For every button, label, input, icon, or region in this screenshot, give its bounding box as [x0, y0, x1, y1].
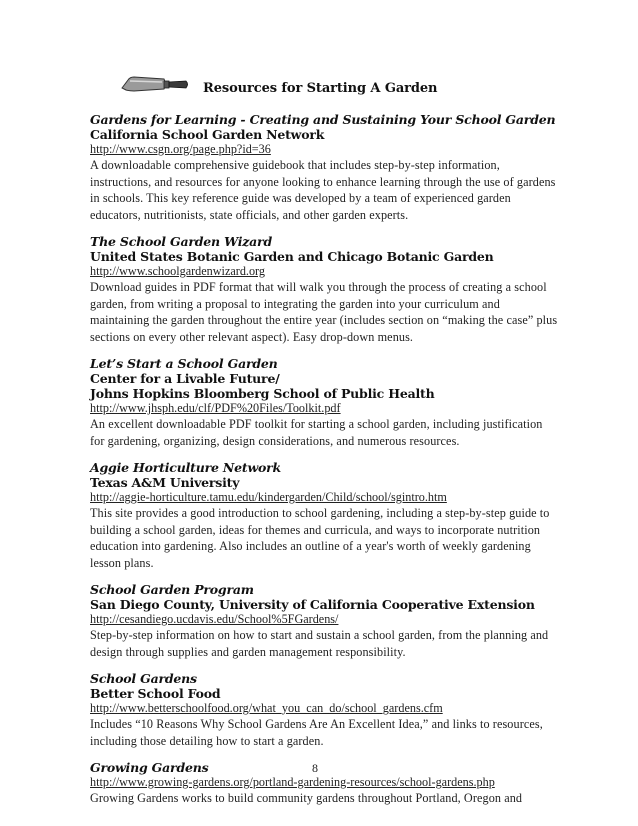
resource-description: An excellent downloadable PDF toolkit for starting a school garden, including justification for gardening, organizing, design considerations, and numerous resources. [90, 417, 543, 448]
resource-description: A downloadable comprehensive guidebook that includes step-by-step information, instructions, and resources for anyone looking to enhance learning through the use of gardens in schools. This key reference guide was developed by a team of experienced garden educators, nutritionists, state officials, and other garden experts. [90, 158, 556, 222]
resource-description: This site provides a good introduction to school gardening, including a step-by-step guide to building a school garden, ideas for themes and curricula, and ways to incorporate nutrition education into gardening. Also includes an outline of a year's worth of weekly gardening lesson plans. [90, 506, 550, 570]
resource-description: Includes “10 Reasons Why School Gardens Are An Excellent Idea,” and links to resources, including those detailing how to start a garden. [90, 717, 543, 748]
resource-organization: Center for a Livable Future/ [90, 371, 280, 386]
resource-entry [90, 760, 560, 807]
resource-title: Let’s Start a School Garden [90, 356, 278, 371]
resource-entry [90, 356, 560, 449]
resource-title: School Garden Program [90, 582, 254, 597]
resource-organization: San Diego County, University of California Cooperative Extension [90, 597, 535, 612]
resource-organization: Better School Food [90, 686, 221, 701]
resource-link[interactable]: http://aggie-horticulture.tamu.edu/kindergarden/Child/school/sgintro.htm [90, 490, 447, 504]
resource-link[interactable]: http://www.growing-gardens.org/portland-gardening-resources/school-gardens.php [90, 775, 495, 789]
resource-organization: United States Botanic Garden and Chicago Botanic Garden [90, 249, 494, 264]
resource-link[interactable]: http://cesandiego.ucdavis.edu/School%5FGardens/ [90, 612, 339, 626]
resource-organization: Texas A&M University [90, 475, 240, 490]
page-number: 8 [312, 761, 318, 775]
resource-link[interactable]: http://www.csgn.org/page.php?id=36 [90, 142, 271, 156]
resource-link[interactable]: http://www.betterschoolfood.org/what_you_can_do/school_gardens.cfm [90, 701, 443, 715]
resource-organization: California School Garden Network [90, 127, 325, 142]
resource-title: The School Garden Wizard [90, 234, 272, 249]
resource-description: Download guides in PDF format that will walk you through the process of creating a school garden, from writing a proposal to integrating the garden into your curriculum and maintaining the garden throughout the entire year (includes section on “making the case” plus sections on every other relevant aspect). Easy drop-down menus. [90, 280, 558, 344]
resource-description: Growing Gardens works to build community gardens throughout Portland, Oregon and [90, 791, 523, 805]
resource-entry [90, 582, 560, 660]
resource-title: Aggie Horticulture Network [90, 460, 281, 475]
resource-description: Step-by-step information on how to start and sustain a school garden, from the planning and design through supplies and garden management responsibility. [90, 628, 549, 659]
resource-title: School Gardens [90, 671, 197, 686]
resource-title: Growing Gardens [90, 760, 209, 775]
resource-title: Gardens for Learning - Creating and Sustaining Your School Garden [90, 112, 556, 127]
page-title: Resources for Starting A Garden [203, 81, 438, 96]
resource-list [90, 112, 560, 818]
resource-entry [90, 671, 560, 749]
resource-entry [90, 460, 560, 571]
resource-link[interactable]: http://www.jhsph.edu/clf/PDF%20Files/Toolkit.pdf [90, 401, 341, 415]
resource-entry [90, 112, 560, 223]
resource-entry [90, 234, 560, 345]
resource-organization-line-2: Johns Hopkins Bloomberg School of Public Health [90, 386, 435, 401]
resource-link[interactable]: http://www.schoolgardenwizard.org [90, 264, 265, 278]
garden-trowel-icon [120, 72, 190, 98]
